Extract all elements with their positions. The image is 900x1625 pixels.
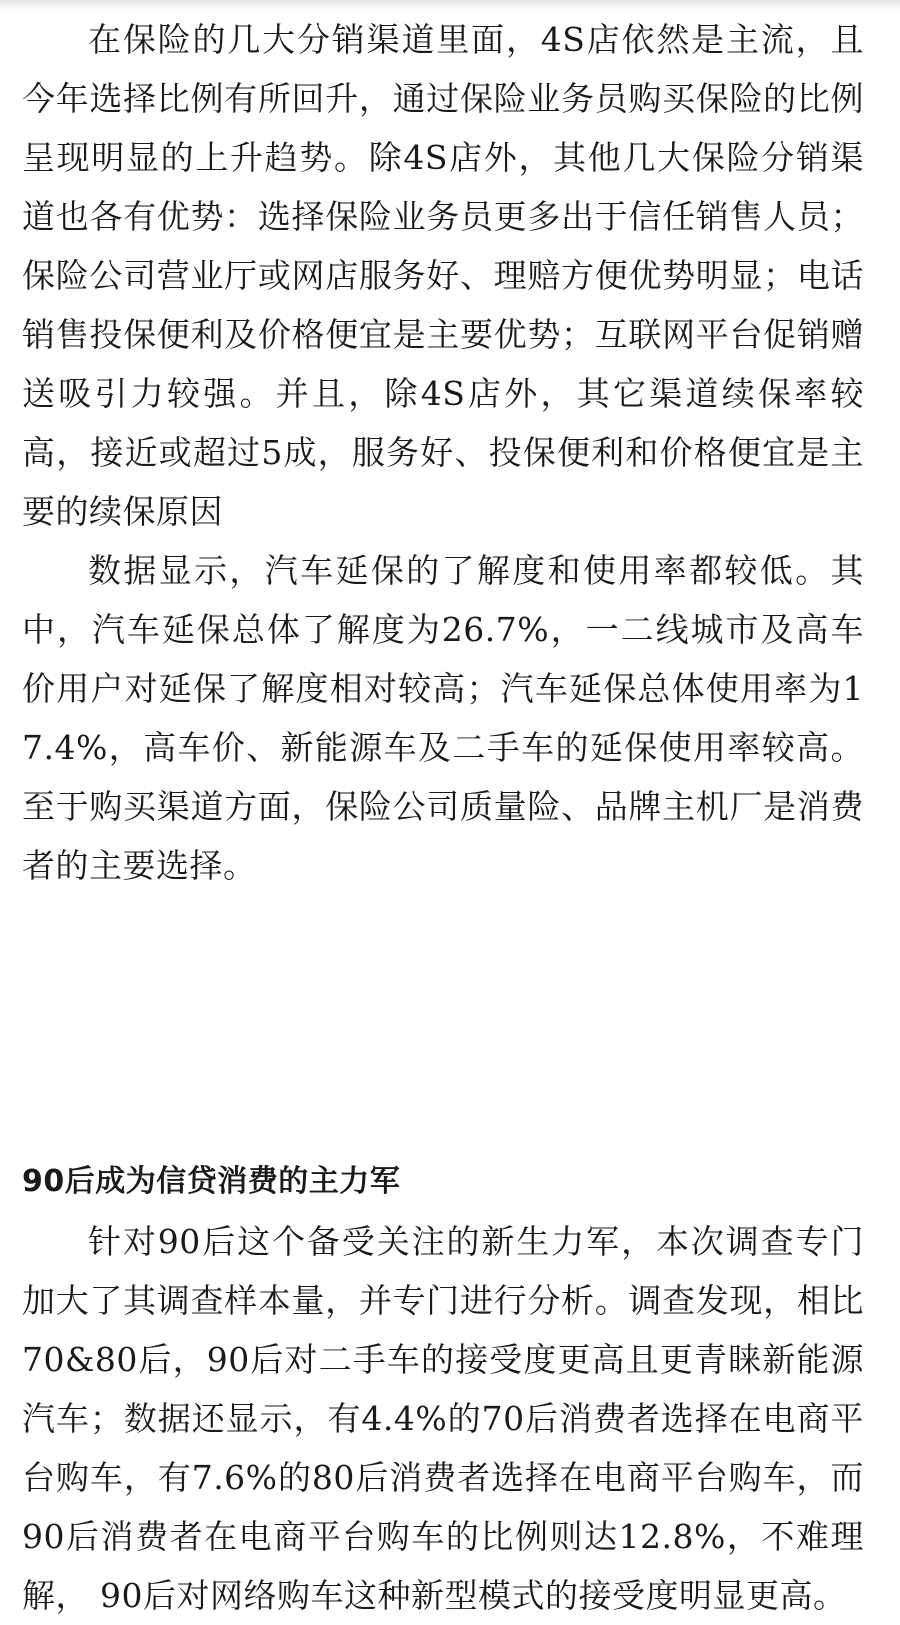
article-body: [22, 10, 864, 1625]
top-divider: [0, 0, 900, 10]
section-spacer: [22, 1072, 864, 1157]
paragraph-post90s: 针对90后这个备受关注的新生力军，本次调查专门加大了其调查样本量，并专门进行分析。调查发现，相比70&80后，90后对二手车的接受度更高且更青睐新能源汽车；数据还显示，有4.4%的70后消费者选择在电商平台购车，有7.6%的80后消费者选择在电商平台购车，而90后消费者在电商平台购车的比例则达12.8%，不难理解， 90后对网络购车这种新型模式的接受度明显更高。: [22, 1222, 864, 1615]
paragraph-extended-warranty: 数据显示，汽车延保的了解度和使用率都较低。其中，汽车延保总体了解度为26.7%，一二线城市及高车价用户对延保了解度相对较高；汽车延保总体使用率为17.4%，高车价、新能源车及二手车的延保使用率较高。至于购买渠道方面，保险公司质量险、品牌主机厂是消费者的主要选择。: [22, 551, 864, 885]
paragraph-insurance-channels: 在保险的几大分销渠道里面，4S店依然是主流，且今年选择比例有所回升，通过保险业务员购买保险的比例呈现明显的上升趋势。除4S店外，其他几大保险分销渠道也各有优势：选择保险业务员更多出于信任销售人员；保险公司营业厅或网店服务好、理赔方便优势明显；电话销售投保便利及价格便宜是主要优势；互联网平台促销赠送吸引力较强。并且，除4S店外，其它渠道续保率较高，接近或超过5成，服务好、投保便利和价格便宜是主要的续保原因: [22, 20, 864, 531]
section-heading: 90后成为信贷消费的主力军: [22, 1164, 401, 1199]
